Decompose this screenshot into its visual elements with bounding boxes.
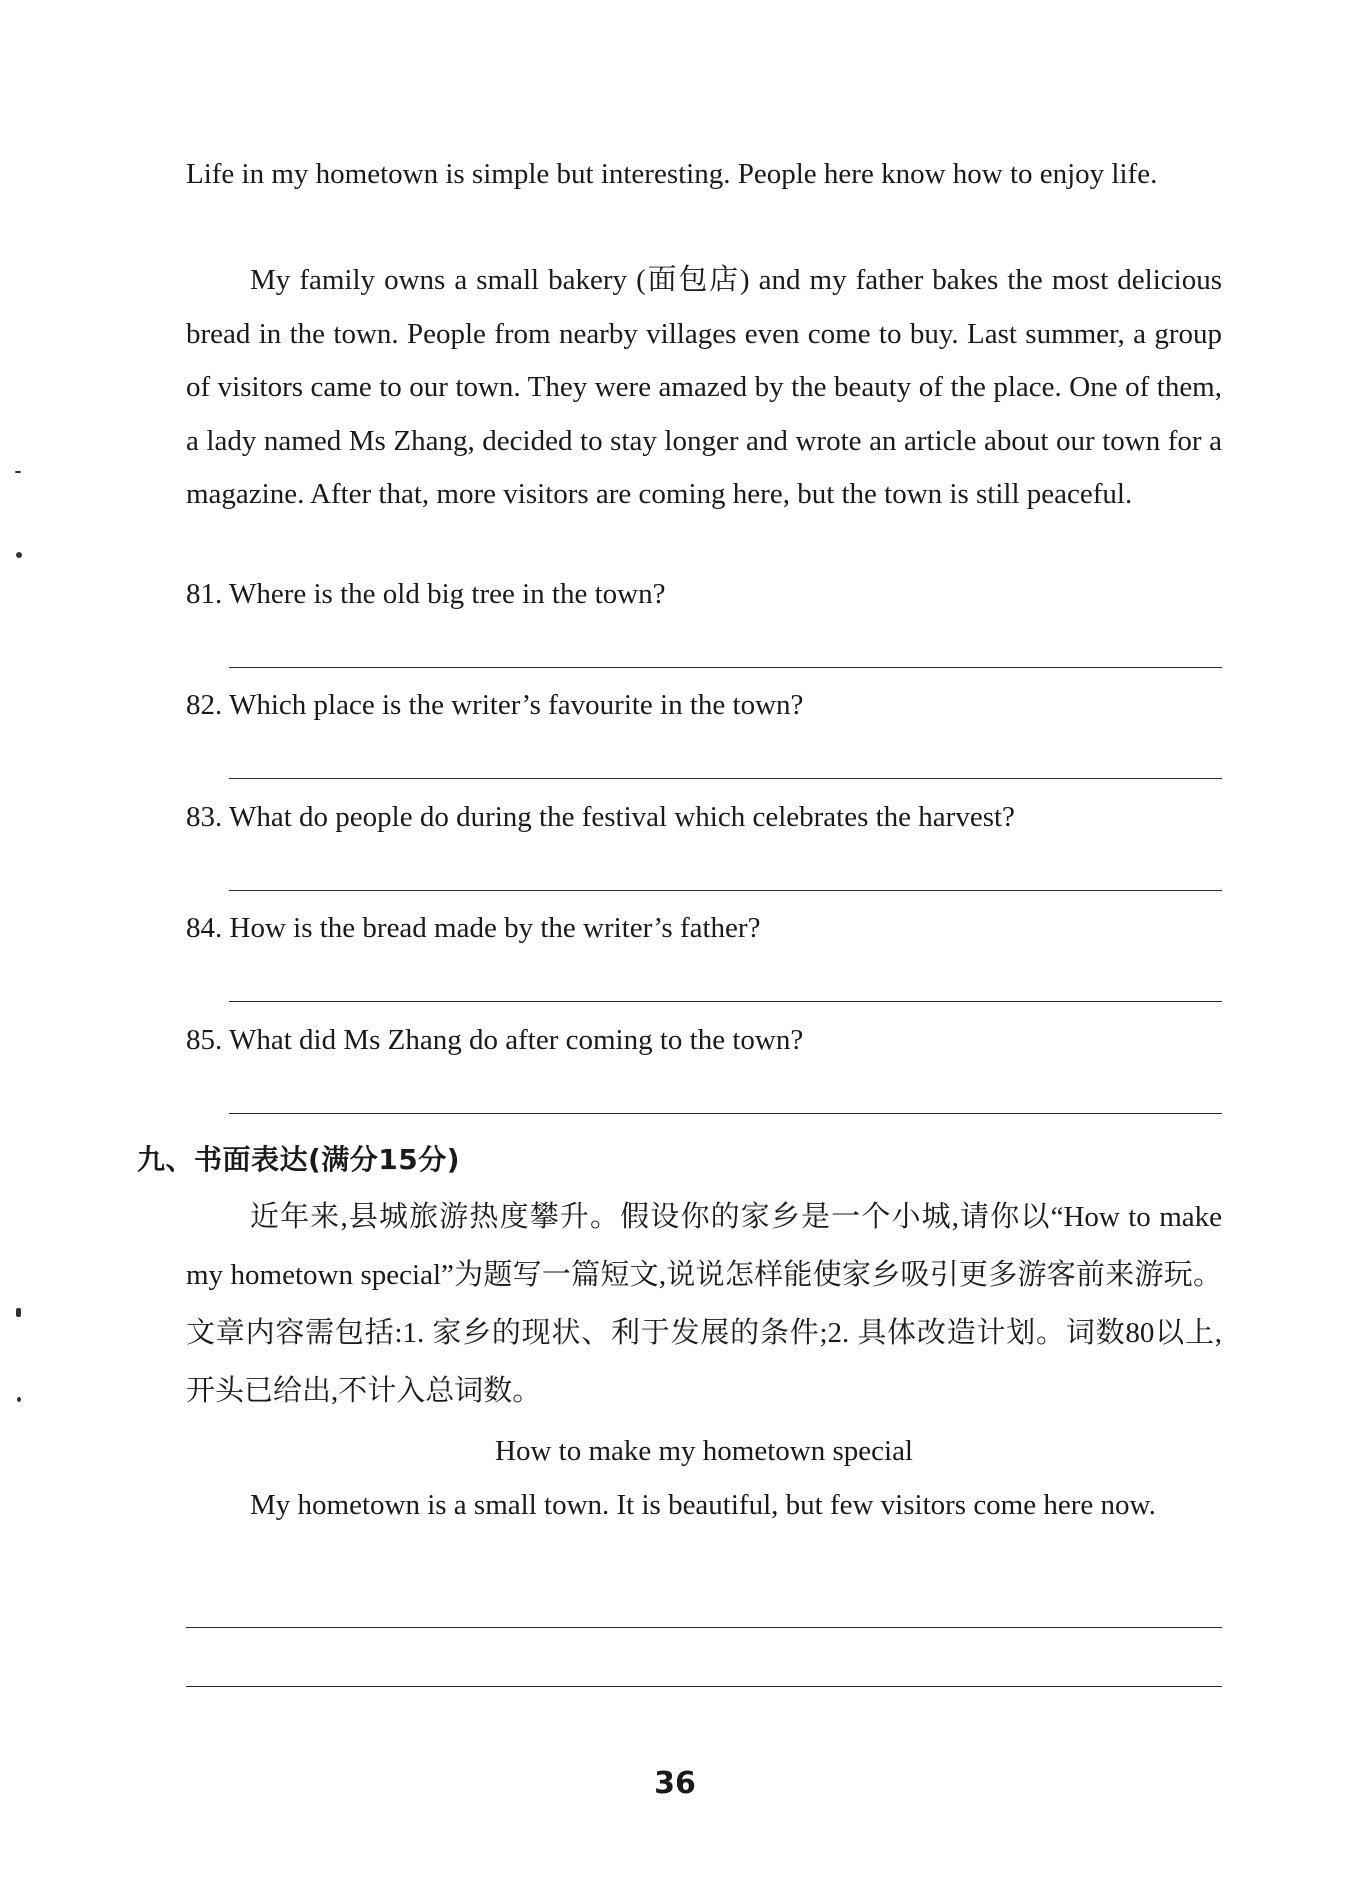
answer-line-85[interactable] [229, 1113, 1222, 1114]
scan-speck [16, 552, 22, 558]
essay-opening: My hometown is a small town. It is beautiful, but few visitors come here now. [250, 1489, 1156, 1521]
question-85: 85. What did Ms Zhang do after coming to the town? [186, 1024, 804, 1056]
question-81: 81. Where is the old big tree in the town? [186, 578, 666, 610]
question-84: 84. How is the bread made by the writer’s father? [186, 912, 761, 944]
scan-speck [16, 1308, 21, 1317]
question-83: 83. What do people do during the festival which celebrates the harvest? [186, 801, 1015, 833]
essay-title: How to make my hometown special [495, 1435, 913, 1467]
passage-paragraph-2: My family owns a small bakery (面包店) and my father bakes the most delicious bread in the town. People from nearby villages even come to buy. Last summer, a group of visitors came to our town. They were amazed by the beauty of the place. One of them, a lady named Ms Zhang, decided to stay longer and wrote an article about our town for a magazine. After that, more visitors are coming here, but the town is still peaceful. [186, 264, 1222, 510]
scan-speck [17, 1397, 21, 1402]
page-number: 36 [654, 1766, 696, 1801]
answer-line-82[interactable] [229, 778, 1222, 779]
writing-line-1[interactable] [186, 1627, 1222, 1628]
section-heading: 九、书面表达(满分15分) [137, 1143, 461, 1176]
answer-line-81[interactable] [229, 667, 1222, 668]
passage-paragraph-1: Life in my hometown is simple but interesting. People here know how to enjoy life. [186, 158, 1158, 190]
answer-line-83[interactable] [229, 890, 1222, 891]
writing-instructions: 近年来,县城旅游热度攀升。假设你的家乡是一个小城,请你以“How to make my hometown special”为题写一篇短文,说说怎样能使家乡吸引更多游客前来游玩。文章内容需包括:1. 家乡的现状、利于发展的条件;2. 具体改造计划。词数80以上,开头已给出,不计入总词数。 [186, 1201, 1222, 1407]
writing-line-2[interactable] [186, 1686, 1222, 1687]
scan-speck [15, 471, 21, 473]
question-82: 82. Which place is the writer’s favourite in the town? [186, 689, 804, 721]
answer-line-84[interactable] [229, 1001, 1222, 1002]
